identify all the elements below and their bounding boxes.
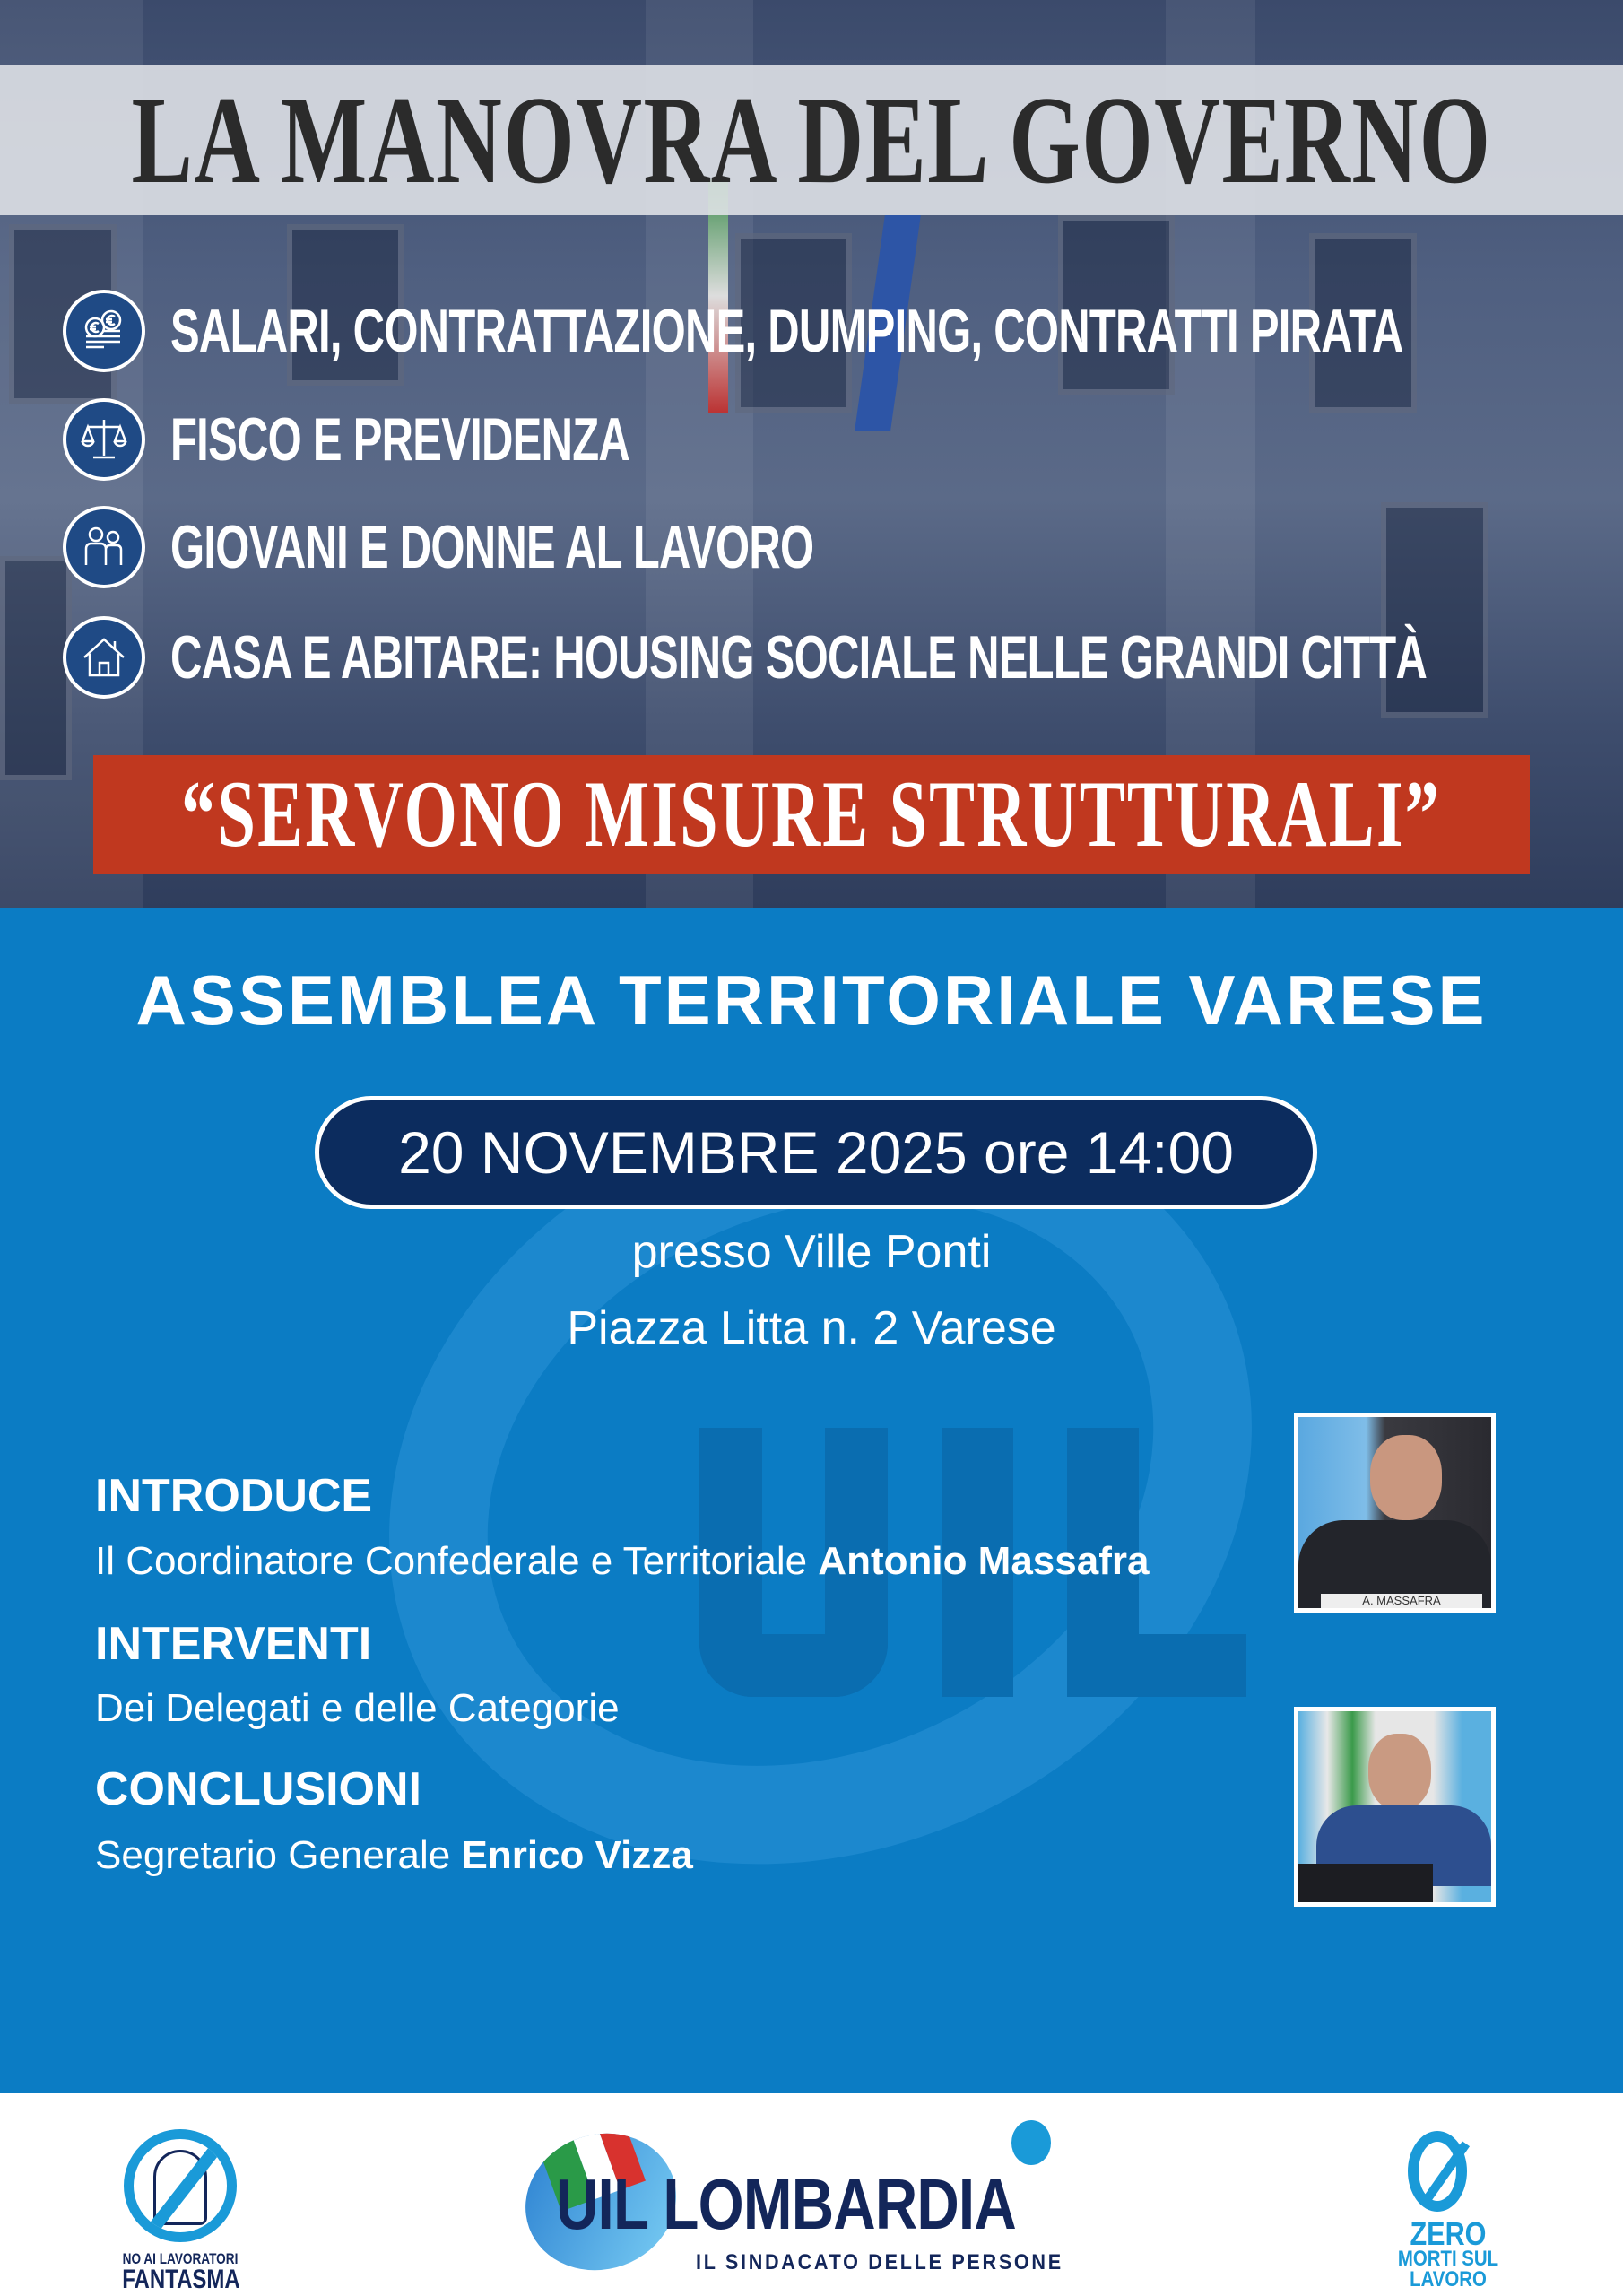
program-role: Segretario Generale (95, 1833, 462, 1877)
event-datetime-pill (315, 1096, 1317, 1209)
uil-lombardia-logo-text: UIL LOMBARDIA (556, 2164, 1016, 2244)
logo-line: FANTASMA (122, 2265, 240, 2294)
watermark-letter-l-foot (1067, 1634, 1246, 1697)
uil-tagline: IL SINDACATO DELLE PERSONE (696, 2250, 1063, 2274)
program-heading: INTERVENTI (95, 1618, 372, 1670)
building-window (0, 556, 72, 780)
scales-icon (63, 398, 145, 481)
logo-line: MORTI SUL (1397, 2247, 1499, 2272)
podium (1298, 1864, 1433, 1904)
topic-item (63, 504, 1063, 590)
event-venue: presso Ville Ponti (631, 1226, 992, 1278)
euro-coins-icon (63, 290, 145, 372)
topic-label: FISCO E PREVIDENZA (170, 405, 630, 474)
zero-morti-logo-text (1381, 2215, 1515, 2292)
topic-item (63, 396, 808, 483)
speaker-name: Enrico Vizza (461, 1833, 693, 1877)
fantasma-logo-text (108, 2251, 253, 2293)
speaker-photo-vizza (1294, 1707, 1496, 1907)
ghost-logo-icon (124, 2129, 237, 2242)
logo-line: ZERO (1410, 2215, 1487, 2252)
title-band (0, 65, 1623, 215)
slogan-text: “SERVONO MISURE STRUTTURALI” (181, 761, 1442, 866)
event-title: ASSEMBLEA TERRITORIALE VARESE (135, 961, 1488, 1039)
event-address: Piazza Litta n. 2 Varese (567, 1302, 1056, 1354)
face (1368, 1734, 1431, 1810)
topic-label: CASA E ABITARE: HOUSING SOCIALE NELLE GRANDI CITTÀ (170, 623, 1428, 691)
people-icon (63, 506, 145, 588)
house-icon (63, 616, 145, 699)
program-heading: CONCLUSIONI (95, 1763, 421, 1815)
program-text: Dei Delegati e delle Categorie (95, 1686, 620, 1730)
speaker-photo-massafra (1294, 1413, 1496, 1613)
speaker-name: Antonio Massafra (818, 1539, 1150, 1583)
program-text (95, 1833, 693, 1878)
topic-item (63, 288, 1623, 374)
event-datetime: 20 NOVEMBRE 2025 ore 14:00 (398, 1119, 1234, 1186)
footer (0, 2093, 1623, 2296)
hero-photo-section (0, 0, 1623, 908)
topic-label: SALARI, CONTRATTAZIONE, DUMPING, CONTRATTI PIRATA (170, 297, 1403, 365)
slogan-banner (93, 755, 1530, 874)
nameplate: A. MASSAFRA (1321, 1594, 1482, 1610)
topic-label: GIOVANI E DONNE AL LAVORO (170, 513, 814, 581)
logo-line: NO AI LAVORATORI (122, 2250, 239, 2267)
logo-line: LAVORO (1410, 2266, 1487, 2292)
topic-item (63, 614, 1623, 700)
program-text (95, 1539, 1149, 1584)
logo-dot (1011, 2120, 1051, 2165)
program-role: Il Coordinatore Confederale e Territoriale (95, 1539, 819, 1583)
program-heading: INTRODUCE (95, 1470, 373, 1522)
face (1370, 1435, 1442, 1520)
zero-slash-icon (1408, 2131, 1467, 2212)
page-title: LA MANOVRA DEL GOVERNO (131, 70, 1492, 210)
